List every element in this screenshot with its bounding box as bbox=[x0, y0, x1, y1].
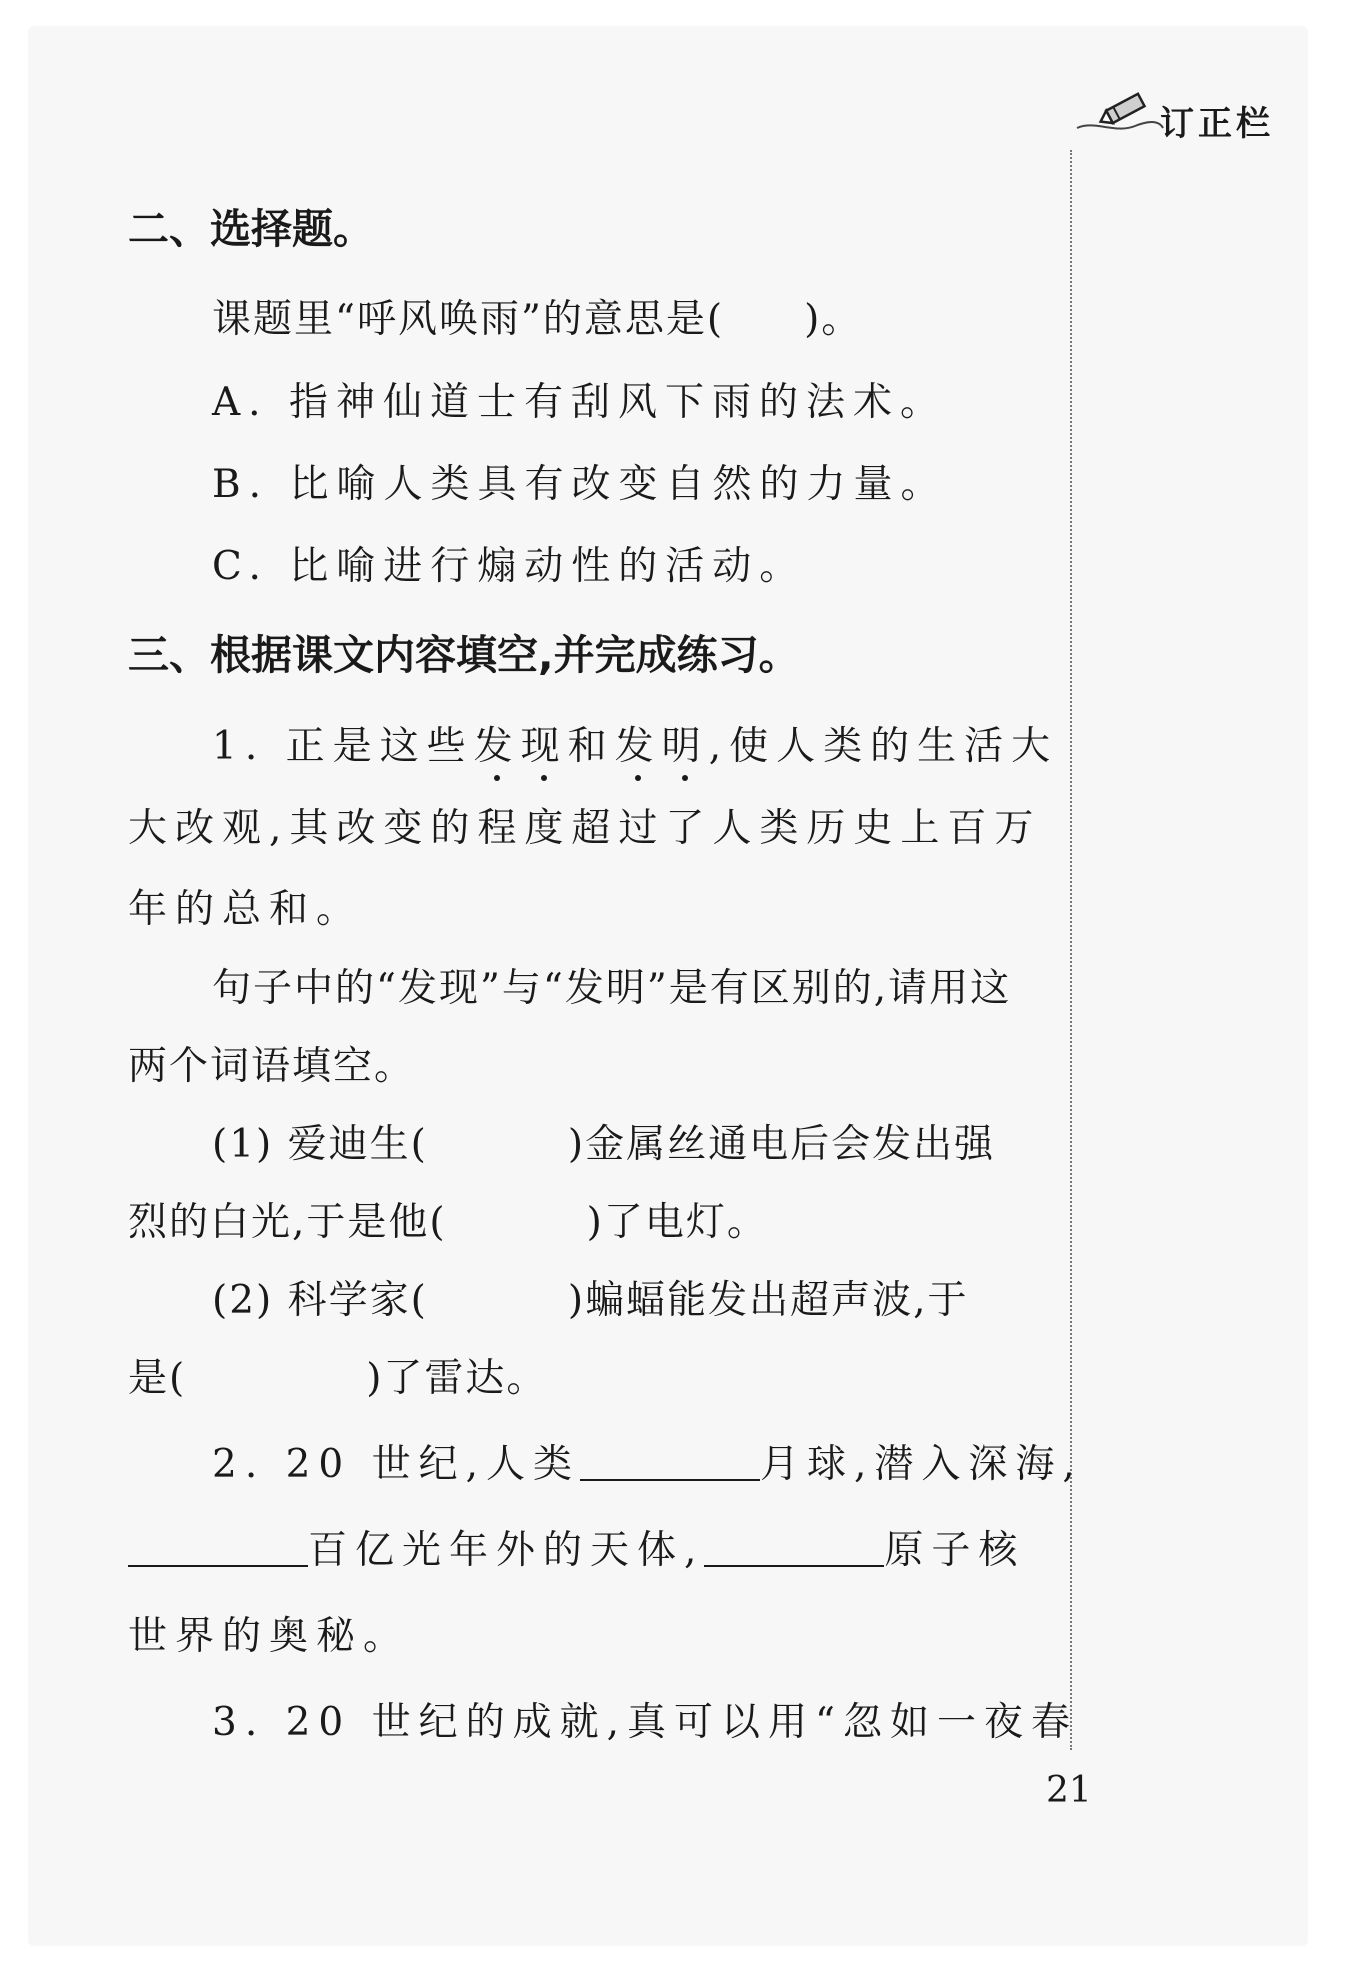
emphasis-char: 发 bbox=[473, 724, 521, 769]
sub1-text: 烈的白光,于是他( bbox=[128, 1200, 447, 1245]
sub2-text: 是( bbox=[128, 1356, 187, 1401]
q2-line1 bbox=[212, 1441, 1083, 1489]
option-c: C. 比喻进行煽动性的活动。 bbox=[212, 544, 807, 589]
answer-blank[interactable] bbox=[580, 1443, 760, 1481]
q2-line3: 世界的奥秘。 bbox=[128, 1614, 411, 1659]
q1-sub2-line2 bbox=[128, 1355, 547, 1403]
q1-line1 bbox=[212, 723, 1058, 771]
section2-heading: 二、选择题。 bbox=[128, 205, 374, 253]
section2-question bbox=[212, 296, 862, 344]
sub1-text: (1) 爱迪生( bbox=[212, 1122, 428, 1167]
page-number: 21 bbox=[1046, 1770, 1092, 1811]
option-b: B. 比喻人类具有改变自然的力量。 bbox=[212, 462, 948, 507]
q1-line3: 年的总和。 bbox=[128, 887, 364, 932]
correction-column-label: 订正栏 bbox=[1160, 104, 1274, 144]
q1-text: ,使人类的生活大 bbox=[708, 724, 1059, 769]
emphasis-char: 现 bbox=[520, 724, 568, 769]
q1-instruction-line1: 句子中的“发现”与“发明”是有区别的,请用这 bbox=[212, 966, 1012, 1011]
answer-blank[interactable] bbox=[704, 1529, 884, 1567]
q1-instruction-line2: 两个词语填空。 bbox=[128, 1044, 416, 1089]
q2-text: 百亿光年外的天体, bbox=[308, 1528, 705, 1573]
question-text: 课题里“呼风唤雨”的意思是( bbox=[212, 297, 725, 342]
emphasis-word-invent bbox=[615, 724, 709, 769]
sub2-text: )了雷达。 bbox=[366, 1356, 548, 1401]
option-a: A. 指神仙道士有刮风下雨的法术。 bbox=[212, 380, 947, 425]
sub2-text: )蝙蝠能发出超声波,于 bbox=[567, 1278, 969, 1323]
emphasis-char: 明 bbox=[661, 724, 709, 769]
q1-sub1-line2 bbox=[128, 1199, 768, 1247]
q2-text: 月球,潜入深海, bbox=[760, 1442, 1083, 1487]
question-end: )。 bbox=[804, 297, 863, 342]
answer-blank[interactable] bbox=[128, 1529, 308, 1567]
q1-text: 1. 正是这些 bbox=[212, 724, 474, 769]
q1-sub2-line1 bbox=[212, 1277, 968, 1325]
q2-text: 原子核 bbox=[884, 1528, 1026, 1573]
sub1-text: )金属丝通电后会发出强 bbox=[567, 1122, 996, 1167]
correction-column-divider bbox=[1070, 150, 1072, 1750]
emphasis-char: 发 bbox=[614, 724, 662, 769]
sub1-text: )了电灯。 bbox=[586, 1200, 768, 1245]
q1-line2: 大改观,其改变的程度超过了人类历史上百万 bbox=[128, 806, 1042, 851]
q2-text: 2. 20 世纪,人类 bbox=[212, 1442, 581, 1487]
emphasis-word-discover bbox=[474, 724, 568, 769]
pencil-icon bbox=[1075, 84, 1165, 140]
q1-sub1-line1 bbox=[212, 1121, 995, 1169]
section3-heading: 三、根据课文内容填空,并完成练习。 bbox=[128, 631, 800, 679]
q3-line1: 3. 20 世纪的成就,真可以用“忽如一夜春 bbox=[212, 1700, 1078, 1745]
q2-line2 bbox=[128, 1527, 1025, 1575]
q1-text: 和 bbox=[567, 724, 615, 769]
sub2-text: (2) 科学家( bbox=[212, 1278, 428, 1323]
